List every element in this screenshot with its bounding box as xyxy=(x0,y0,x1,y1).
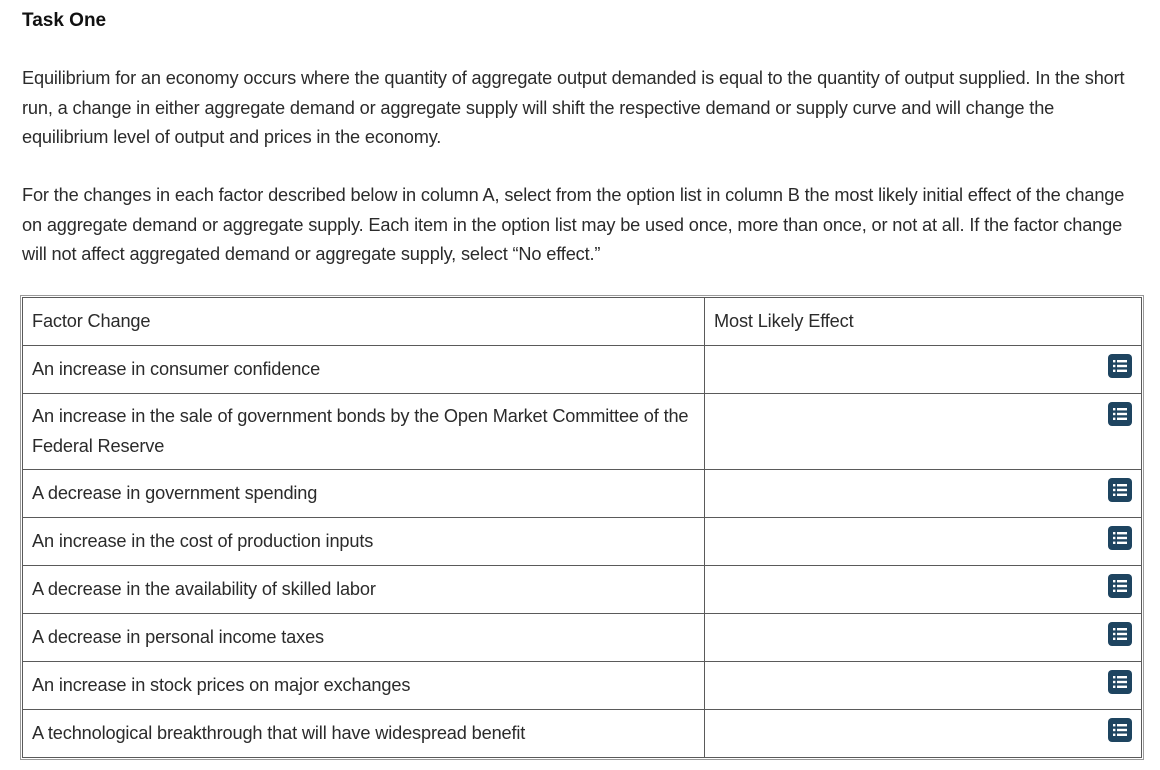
option-list-button[interactable] xyxy=(1108,402,1132,426)
instructions-paragraph: For the changes in each factor described below in column A, select from the option list in column B the most likely initial effect of the change on aggregate demand or aggregate supply. Each item in the option list may be used once, more than once, or not at all. If the factor change will not affect aggregated demand or aggregate supply, select “No effect.” xyxy=(22,185,1125,264)
factor-cell: A decrease in personal income taxes xyxy=(23,614,705,662)
option-list-button[interactable] xyxy=(1108,574,1132,598)
table-row xyxy=(23,710,1142,758)
table-row xyxy=(23,662,1142,710)
factor-cell: A decrease in the availability of skilled labor xyxy=(23,566,705,614)
table-row xyxy=(23,614,1142,662)
task-title: Task One xyxy=(22,10,107,31)
list-icon xyxy=(1108,622,1132,646)
list-icon xyxy=(1108,574,1132,598)
option-list-button[interactable] xyxy=(1108,478,1132,502)
list-icon xyxy=(1108,718,1132,742)
table-row xyxy=(23,394,1142,470)
most-likely-effect-header: Most Likely Effect xyxy=(705,298,1142,346)
list-icon xyxy=(1108,354,1132,378)
table-row xyxy=(23,470,1142,518)
list-icon xyxy=(1108,526,1132,550)
factor-cell: An increase in the sale of government bonds by the Open Market Committee of the Federal Reserve xyxy=(23,394,705,470)
option-list-button[interactable] xyxy=(1108,526,1132,550)
table-row xyxy=(23,346,1142,394)
table-header-row xyxy=(23,298,1142,346)
effect-cell xyxy=(705,346,1142,394)
table-row xyxy=(23,518,1142,566)
factor-cell: An increase in consumer confidence xyxy=(23,346,705,394)
effect-cell xyxy=(705,614,1142,662)
factor-cell: A technological breakthrough that will have widespread benefit xyxy=(23,710,705,758)
effect-cell xyxy=(705,566,1142,614)
factor-change-header: Factor Change xyxy=(23,298,705,346)
list-icon xyxy=(1108,670,1132,694)
option-list-button[interactable] xyxy=(1108,354,1132,378)
effect-cell xyxy=(705,394,1142,470)
option-list-button[interactable] xyxy=(1108,718,1132,742)
effect-cell xyxy=(705,662,1142,710)
factor-cell: An increase in stock prices on major exchanges xyxy=(23,662,705,710)
effect-cell xyxy=(705,710,1142,758)
list-icon xyxy=(1108,402,1132,426)
option-list-button[interactable] xyxy=(1108,622,1132,646)
list-icon xyxy=(1108,478,1132,502)
factor-cell: An increase in the cost of production inputs xyxy=(23,518,705,566)
table-row xyxy=(23,566,1142,614)
factor-cell: A decrease in government spending xyxy=(23,470,705,518)
effect-cell xyxy=(705,470,1142,518)
intro-paragraph: Equilibrium for an economy occurs where the quantity of aggregate output demanded is equal to the quantity of output supplied. In the short run, a change in either aggregate demand or aggregate supply will shift the respective demand or supply curve and will change the equilibrium level of output and prices in the economy. xyxy=(22,68,1125,147)
option-list-button[interactable] xyxy=(1108,670,1132,694)
factor-effect-table xyxy=(22,297,1142,758)
effect-cell xyxy=(705,518,1142,566)
